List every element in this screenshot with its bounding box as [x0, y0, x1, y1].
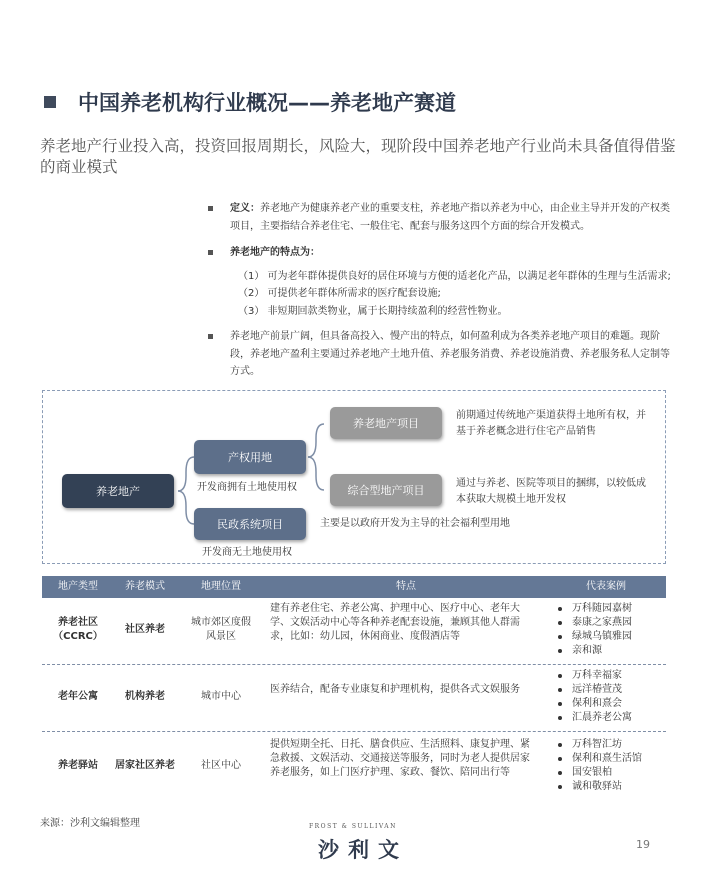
- case-item: 保利和熹会: [556, 697, 632, 711]
- cell-location: 城市中心: [201, 691, 241, 702]
- case-item: 国安银柏: [556, 766, 642, 780]
- header-location: 地理位置: [201, 581, 241, 592]
- cell-cases: [556, 669, 632, 725]
- header-feature: 特点: [396, 581, 416, 592]
- cell-location: 城市郊区度假风景区: [191, 617, 251, 642]
- row-divider: [42, 731, 666, 732]
- definition-label: 定义：: [230, 203, 260, 214]
- node-civil-project: 民政系统项目: [194, 508, 306, 540]
- page-subtitle: 养老地产行业投入高，投资回报周期长，风险大，现阶段中国养老地产行业尚未具备值得借鉴的商业模式: [40, 137, 676, 176]
- cell-mode: 社区养老: [125, 624, 165, 635]
- cell-type: 养老驿站: [58, 760, 98, 771]
- table-row: [42, 666, 666, 728]
- civil-project-desc: 主要是以政府开发为主导的社会福利型用地: [320, 518, 510, 529]
- cell-type: 老年公寓: [58, 691, 98, 702]
- cell-feature: 建有养老住宅、养老公寓、护理中心、医疗中心、老年大学、文娱活动中心等各种养老配套设施，兼顾其他人群需求，比如：幼儿园，休闲商业、度假酒店等: [270, 603, 520, 642]
- table-row: [42, 734, 666, 798]
- case-item: 诚和敬驿站: [556, 780, 642, 794]
- header-type: 地产类型: [58, 581, 98, 592]
- header-cases: 代表案例: [586, 581, 626, 592]
- cell-mode: 居家社区养老: [115, 760, 175, 771]
- node-combo-project: 综合型地产项目: [330, 474, 442, 506]
- cell-cases: [556, 602, 632, 658]
- source-note: 来源：沙利文编辑整理: [40, 818, 140, 829]
- feature-item-2: （2） 可提供老年群体所需求的医疗配套设施;: [238, 288, 441, 299]
- table-header: [42, 576, 666, 598]
- case-item: 绿城乌镇雅园: [556, 630, 632, 644]
- case-item: 保利和熹生活馆: [556, 752, 642, 766]
- page-title: 中国养老机构行业概况——养老地产赛道: [78, 91, 456, 115]
- features-label: 养老地产的特点为：: [230, 247, 320, 258]
- case-item: 万科幸福家: [556, 669, 632, 683]
- civil-project-note: 开发商无土地使用权: [202, 547, 292, 558]
- page-number: 19: [636, 838, 650, 851]
- property-land-note: 开发商拥有土地使用权: [197, 482, 297, 493]
- case-item: 万科智汇坊: [556, 738, 642, 752]
- case-item: 万科随园嘉树: [556, 602, 632, 616]
- node-elderly-real-estate: 养老地产: [62, 474, 174, 508]
- elderly-project-desc: 前期通过传统地产渠道获得土地所有权，并基于养老概念进行住宅产品销售: [456, 410, 646, 437]
- cell-type: 养老社区（CCRC）: [53, 617, 103, 642]
- feature-item-1: （1） 可为老年群体提供良好的居住环境与方便的适老化产品，以满足老年群体的生理与生活需求;: [238, 270, 671, 282]
- cell-location: 社区中心: [201, 760, 241, 771]
- feature-item-3: （3） 非短期回款类物业，属于长期持续盈利的经营性物业。: [238, 305, 508, 317]
- frost-sullivan-logo: 沙利文: [318, 838, 408, 862]
- combo-project-desc: 通过与养老、医院等项目的捆绑，以较低成本获取大规模土地开发权: [456, 478, 646, 505]
- case-item: 亲和源: [556, 644, 632, 658]
- outlook-text: 养老地产前景广阔，但具备高投入、慢产出的特点，如何盈利成为各类养老地产项目的难题。现阶段，养老地产盈利主要通过养老地产土地升值、养老服务消费、养老设施消费、养老服务私人定制等方式。: [230, 331, 670, 377]
- case-item: 远洋椿萱茂: [556, 683, 632, 697]
- case-item: 汇晨养老公寓: [556, 711, 632, 725]
- cell-cases: [556, 738, 642, 794]
- cell-mode: 机构养老: [125, 691, 165, 702]
- cell-feature: 提供短期全托、日托、膳食供应、生活照料、康复护理、紧急救援、文娱活动、交通接送等服务，同时为老人提供居家养老服务，如上门医疗护理、家政、餐饮、陪同出行等: [270, 739, 530, 778]
- logo-tagline: FROST & SULLIVAN: [309, 823, 397, 830]
- case-item: 泰康之家燕园: [556, 616, 632, 630]
- header-mode: 养老模式: [125, 581, 165, 592]
- definition-text: 养老地产为健康养老产业的重要支柱，养老地产指以养老为中心，由企业主导并开发的产权类项目，主要指结合养老住宅、一般住宅、配套与服务这四个方面的综合开发模式。: [230, 203, 670, 232]
- row-divider: [42, 664, 666, 665]
- node-property-land: 产权用地: [194, 440, 306, 474]
- table-row: [42, 598, 666, 662]
- node-elderly-project: 养老地产项目: [330, 407, 442, 439]
- cell-feature: 医养结合，配备专业康复和护理机构，提供各式文娱服务: [270, 684, 520, 695]
